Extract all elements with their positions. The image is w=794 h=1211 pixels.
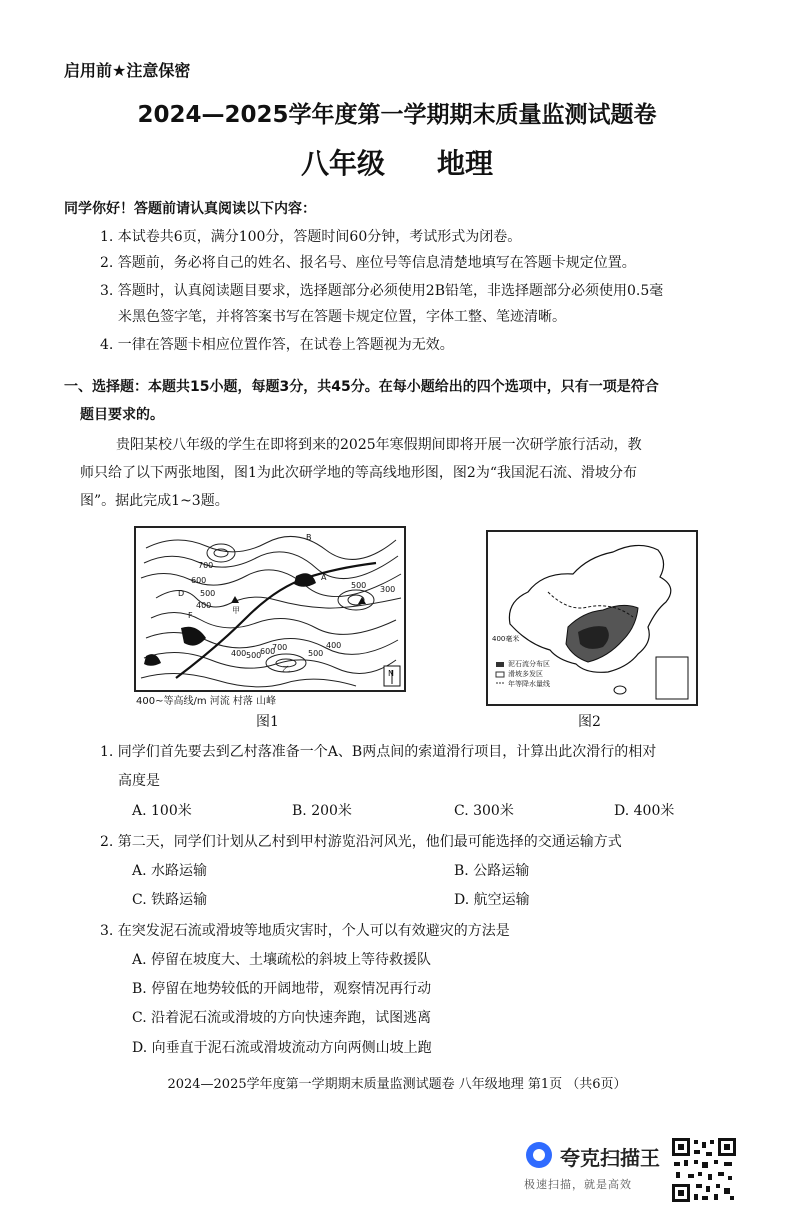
q1-option-d: D. 400米 (614, 803, 675, 819)
svg-text:400: 400 (196, 601, 212, 610)
svg-text:700: 700 (198, 561, 214, 570)
svg-text:B: B (306, 533, 312, 542)
svg-text:500: 500 (308, 649, 324, 658)
svg-text:D: D (178, 589, 185, 598)
svg-text:400: 400 (326, 641, 342, 650)
figure1-contour-map (134, 526, 406, 692)
page-subtitle (0, 142, 794, 182)
notice-heading: 同学你好！答题前请认真阅读以下内容： (64, 201, 316, 217)
figure1-legend: 400~等高线/m 河流 村落 山峰 (136, 696, 277, 707)
qr-code-icon (672, 1138, 736, 1202)
intro-line-2: 师只给了以下两张地图，图1为此次研学地的等高线地形图，图2为“我国泥石流、滑坡分布 (80, 465, 637, 481)
svg-text:600: 600 (260, 647, 276, 656)
q1-option-b: B. 200米 (292, 803, 352, 819)
section1-heading-cont: 题目要求的。 (80, 407, 164, 423)
notice-item-3: 3. 答题时，认真阅读题目要求，选择题部分必须使用2B铅笔，非选择题部分必须使用0.5毫 (100, 283, 664, 299)
q2-option-c: C. 铁路运输 (132, 892, 208, 908)
svg-text:600: 600 (191, 576, 207, 585)
svg-text:500: 500 (351, 581, 367, 590)
notice-item-4: 4. 一律在答题卡相应位置作答，在试卷上答题视为无效。 (100, 337, 454, 353)
svg-text:300: 300 (380, 585, 396, 594)
isoline-label: 400毫米 (492, 635, 520, 643)
scanner-slogan: 极速扫描，就是高效 (524, 1178, 632, 1191)
scanner-brand: 夸克扫描王 (560, 1146, 660, 1170)
svg-text:400: 400 (231, 649, 247, 658)
q3-option-a: A. 停留在坡度大、土壤疏松的斜坡上等待救援队 (132, 952, 432, 968)
svg-text:甲: 甲 (232, 606, 240, 615)
notice-item-1: 1. 本试卷共6页，满分100分，答题时间60分钟，考试形式为闭卷。 (100, 229, 522, 245)
q1-stem-cont: 高度是 (118, 773, 160, 789)
svg-text:A: A (321, 573, 327, 582)
q2-option-a: A. 水路运输 (132, 863, 208, 879)
intro-line-1: 贵阳某校八年级的学生在即将到来的2025年寒假期间即将开展一次研学旅行活动，教 (116, 437, 642, 453)
figure2-caption: 图2 (578, 714, 601, 730)
q3-option-c: C. 沿着泥石流或滑坡的方向快速奔跑，试图逃离 (132, 1010, 432, 1026)
north-arrow (384, 666, 400, 686)
svg-text:F: F (188, 611, 193, 620)
q1-stem: 1. 同学们首先要去到乙村落准备一个A、B两点间的索道滑行项目，计算出此次滑行的相对 (100, 744, 657, 760)
q3-option-b: B. 停留在地势较低的开阔地带，观察情况再行动 (132, 981, 432, 997)
subtitle-grade: 八年级 (300, 147, 385, 180)
legend-isohyet: 年等降水量线 (508, 680, 550, 688)
contour-map-svg (136, 528, 404, 690)
figure1-caption: 图1 (256, 714, 279, 730)
notice-item-3-cont: 米黑色签字笔，并将答案书写在答题卡规定位置，字体工整、笔迹清晰。 (118, 309, 566, 325)
q1-option-c: C. 300米 (454, 803, 514, 819)
figure2-china-map (486, 530, 698, 706)
section1-heading: 一、选择题：本题共15小题，每题3分，共45分。在每小题给出的四个选项中，只有一项是符合 (64, 379, 659, 395)
svg-text:乙: 乙 (282, 665, 290, 674)
q2-option-b: B. 公路运输 (454, 863, 530, 879)
notice-item-2: 2. 答题前，务必将自己的姓名、报名号、座位号等信息清楚地填写在答题卡规定位置。 (100, 255, 636, 271)
svg-text:700: 700 (272, 643, 288, 652)
svg-text:N: N (388, 669, 394, 678)
intro-line-3: 图”。据此完成1~3题。 (80, 493, 229, 509)
page-footer: 2024—2025学年度第一学期期末质量监测试题卷 八年级地理 第1页 （共6页） (167, 1077, 627, 1092)
q3-option-d: D. 向垂直于泥石流或滑坡流动方向两侧山坡上跑 (132, 1040, 432, 1056)
scanner-watermark (516, 1136, 684, 1198)
scanner-logo-icon (526, 1142, 552, 1168)
q1-option-a: A. 100米 (132, 803, 192, 819)
subtitle-subject: 地理 (437, 147, 494, 180)
q3-stem: 3. 在突发泥石流或滑坡等地质灾害时，个人可以有效避灾的方法是 (100, 923, 510, 939)
confidential-mark: 启用前★注意保密 (64, 61, 191, 80)
svg-text:500: 500 (200, 589, 216, 598)
legend-debris-flow: 泥石流分布区 (508, 660, 550, 668)
legend-landslide: 滑坡多发区 (508, 670, 543, 678)
page-title: 2024—2025学年度第一学期期末质量监测试题卷 (137, 102, 657, 128)
q2-option-d: D. 航空运输 (454, 892, 530, 908)
svg-text:500: 500 (246, 651, 262, 660)
q2-stem: 2. 第二天，同学们计划从乙村到甲村游览沿河风光，他们最可能选择的交通运输方式 (100, 834, 622, 850)
